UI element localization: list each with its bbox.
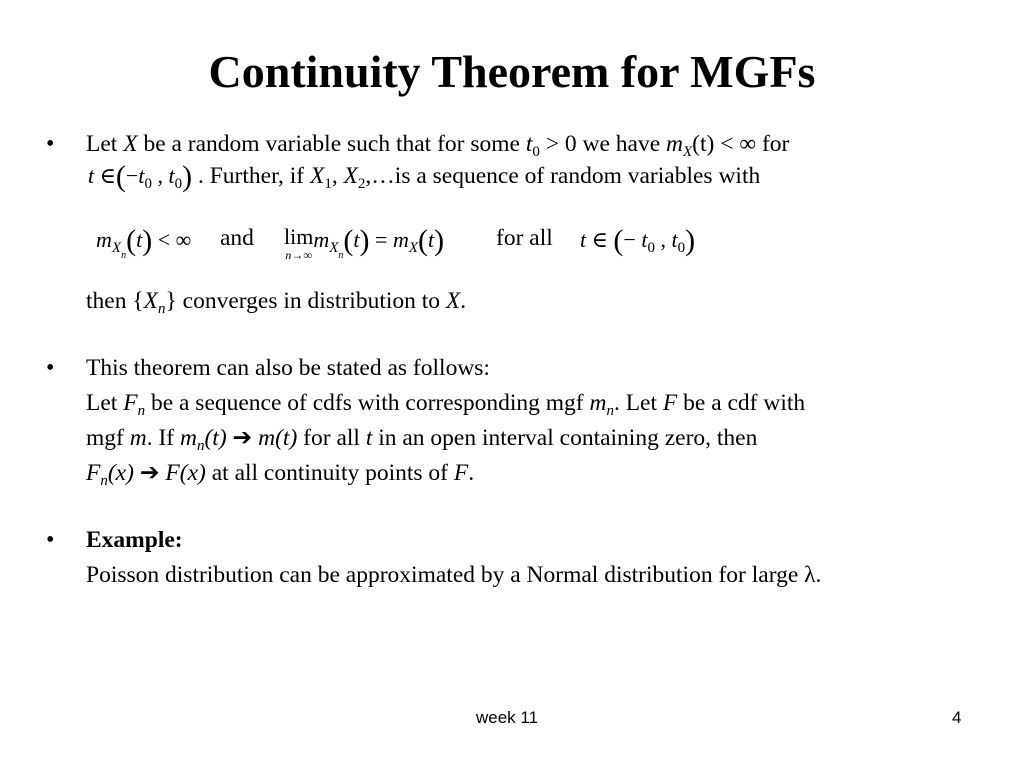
formula-limit: lim n→∞ $m_{X_n}(t) = m_X(t)$ [284, 224, 445, 262]
bullet-3-marker: • [46, 527, 55, 553]
bullet-2-line-4: $F_n(x)$ ➔ F(x) at all continuity points of F. [86, 460, 475, 489]
slide-title: Continuity Theorem for MGFs [208, 46, 816, 97]
bullet-1-marker: • [46, 131, 55, 157]
arrow-icon: ➔ [133, 460, 166, 486]
formula-interval: t ∈ (− $t_0$ , $t_0$) [580, 224, 696, 257]
example-label: Example: [86, 527, 183, 553]
footer-page-number: 4 [952, 708, 962, 727]
bullet-1-line-1: Let X be a random variable such that for some $t_0 > 0$ we have $m_X(t)$ < ∞ for [86, 131, 790, 160]
arrow-icon: ➔ [226, 425, 259, 451]
bullet-2-marker: • [46, 355, 55, 381]
footer-week: week 11 [476, 708, 539, 727]
example-text: Poisson distribution can be approximated by a Normal distribution for large λ. [86, 562, 822, 588]
formula-for-all: for all [496, 225, 553, 251]
bullet-1-line-2: t $\in(-t_0$ , $t_0$) . Further, if $X_1$, $X_2,\dots is$ a sequence of random variables with [88, 160, 761, 193]
formula-and: and [220, 225, 254, 251]
formula-mgf-finite: $m_{X_n}(t)$ < ∞ [96, 224, 192, 261]
bullet-2-line-1: This theorem can also be stated as follows: [86, 355, 490, 381]
bullet-2-line-2: Let $F_n$ be a sequence of cdfs with corresponding mgf $m_n$. Let F be a cdf with [86, 390, 806, 419]
then-line: then $\{X_n\}$ converges in distribution to X. [86, 288, 467, 317]
bullet-2-line-3: mgf m. If $m_n(t)$ ➔ m(t) for all t in an open interval containing zero, then [86, 425, 758, 454]
